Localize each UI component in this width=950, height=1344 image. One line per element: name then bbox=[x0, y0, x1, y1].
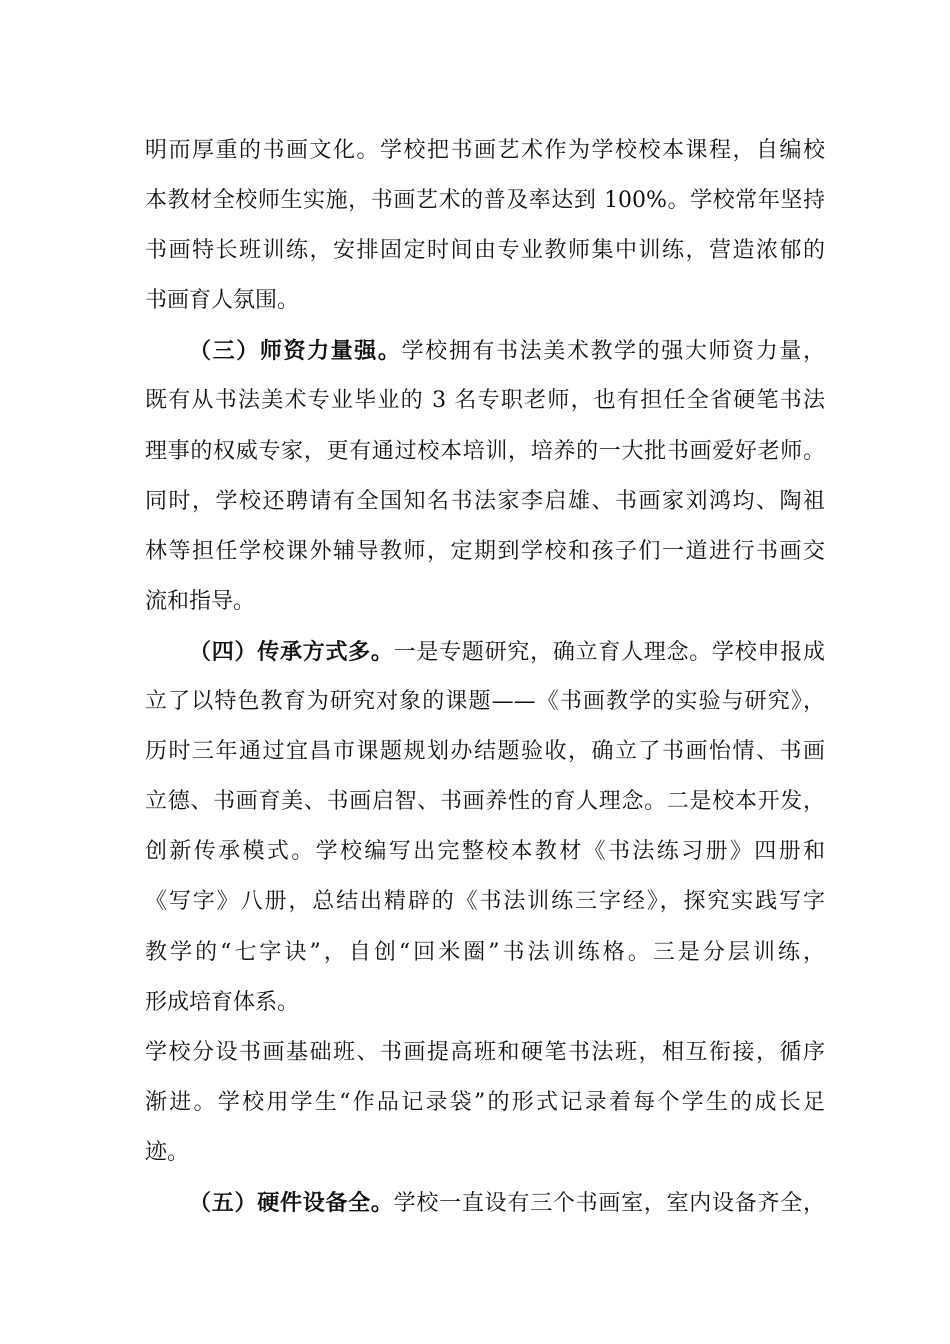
text-line: 渐进。学校用学生“作品记录袋”的形式记录着每个学生的成长足 bbox=[145, 1089, 825, 1115]
text-line: 书画特长班训练，安排固定时间由专业教师集中训练，营造浓郁的 bbox=[145, 238, 825, 264]
paragraph-classes bbox=[145, 1028, 825, 1178]
text-line: 既有从书法美术专业毕业的 3 名专职老师，也有担任全省硬笔书法 bbox=[145, 388, 825, 414]
text-line: 本教材全校师生实施，书画艺术的普及率达到 100%。学校常年坚持 bbox=[145, 188, 825, 214]
text-line: 书画育人氛围。 bbox=[145, 288, 300, 314]
text-line: 理事的权威专家，更有通过校本培训，培养的一大批书画爱好老师。 bbox=[145, 438, 825, 464]
text-line: 立了以特色教育为研究对象的课题——《书画教学的实验与研究》， bbox=[145, 689, 825, 715]
text-line bbox=[145, 1178, 825, 1228]
paragraph-culture bbox=[145, 126, 825, 326]
paragraph-teachers bbox=[145, 326, 825, 627]
section-heading: （五）硬件设备全。 bbox=[189, 1189, 394, 1216]
text-line: 教学的“七字诀”，自创“回米圈”书法训练格。三是分层训练， bbox=[145, 939, 825, 965]
text-line: 同时，学校还聘请有全国知名书法家李启雄、书画家刘鸿均、陶祖 bbox=[145, 488, 825, 514]
text-run: 一是专题研究，确立育人理念。学校申报成 bbox=[393, 639, 825, 665]
section-heading: （四）传承方式多。 bbox=[189, 638, 394, 665]
text-line bbox=[145, 627, 825, 677]
text-line: 历时三年通过宜昌市课题规划办结题验收，确立了书画怡情、书画 bbox=[145, 739, 825, 765]
text-line: 明而厚重的书画文化。学校把书画艺术作为学校校本课程，自编校 bbox=[145, 138, 825, 163]
text-line: 林等担任学校课外辅导教师，定期到学校和孩子们一道进行书画交 bbox=[145, 538, 825, 564]
text-line: 创新传承模式。学校编写出完整校本教材《书法练习册》四册和 bbox=[145, 839, 825, 865]
text-line: 学校分设书画基础班、书画提高班和硬笔书法班，相互衔接，循序 bbox=[145, 1039, 825, 1065]
text-line bbox=[145, 326, 825, 376]
text-line: 迹。 bbox=[145, 1139, 190, 1165]
section-heading: （三）师资力量强。 bbox=[189, 338, 402, 365]
text-line: 立德、书画育美、书画启智、书画养性的育人理念。二是校本开发， bbox=[145, 789, 825, 815]
text-run: 学校一直设有三个书画室，室内设备齐全， bbox=[393, 1190, 825, 1216]
text-line: 形成培育体系。 bbox=[145, 989, 300, 1015]
text-run: 学校拥有书法美术教学的强大师资力量， bbox=[401, 339, 825, 365]
paragraph-inheritance bbox=[145, 627, 825, 1028]
text-line: 流和指导。 bbox=[145, 588, 256, 614]
document-body bbox=[145, 126, 825, 1228]
text-line: 《写字》八册，总结出精辟的《书法训练三字经》，探究实践写字 bbox=[145, 889, 825, 915]
paragraph-hardware bbox=[145, 1178, 825, 1228]
